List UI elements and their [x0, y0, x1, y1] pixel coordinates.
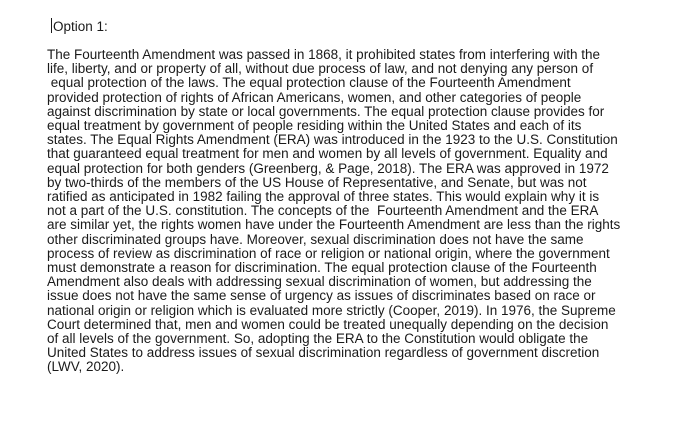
paragraph-line: ratified as anticipated in 1982 failing the approval of three states. This would explain why it is: [47, 189, 600, 205]
paragraph-line: Court determined that, men and women could be treated unequally depending on the decision: [47, 316, 609, 332]
paragraph-line: equal protection for both genders (Greenberg, & Page, 2018). The ERA was approved in 1972: [47, 160, 609, 176]
paragraph-line: life, liberty, and or property of all, without due process of law, and not denying any person of: [47, 61, 594, 77]
paragraph-line: process of review as discrimination of race or religion or national origin, where the government: [47, 245, 610, 261]
paragraph-line: (LWV, 2020).: [47, 359, 125, 375]
paragraph-line: Amendment also deals with addressing sexual discrimination of women, but addressing the: [47, 274, 592, 290]
paragraph-line: that guaranteed equal treatment for men and women by all levels of government. Equality and: [47, 146, 608, 162]
paragraph-line: national origin or religion which is evaluated more strictly (Cooper, 2019). In 1976, the Supreme: [47, 302, 616, 318]
paragraph-line: issue does not have the same sense of urgency as issues of discriminates based on race or: [47, 288, 596, 304]
text-cursor: [51, 18, 52, 33]
paragraph-line: are similar yet, the rights women have under the Fourteenth Amendment are less than the rights: [47, 217, 621, 233]
paragraph-line: The Fourteenth Amendment was passed in 1868, it prohibited states from interfering with the: [47, 47, 601, 62]
body-paragraph[interactable]: [47, 48, 672, 375]
paragraph-line: against discrimination by state or local governments. The equal protection clause provides for: [47, 103, 605, 119]
paragraph-line: states. The Equal Rights Amendment (ERA) was introduced in the 1923 to the U.S. Constitution: [47, 132, 618, 148]
paragraph-line: provided protection of rights of African Americans, women, and other categories of people: [47, 89, 582, 105]
paragraph-line: United States to address issues of sexual discrimination regardless of government discretion: [47, 345, 600, 361]
paragraph-line: of all levels of the government. So, adopting the ERA to the Constitution would obligate the: [47, 331, 589, 347]
paragraph-line: equal treatment by government of people residing within the United States and each of its: [47, 118, 582, 134]
paragraph-line: other discriminated groups have. Moreover, sexual discrimination does not have the same: [47, 231, 584, 247]
paragraph-line: not a part of the U.S. constitution. The concepts of the Fourteenth Amendment and the ERA: [47, 203, 599, 219]
paragraph-line: by two-thirds of the members of the US House of Representative, and Senate, but was not: [47, 174, 587, 190]
option-heading-label: Option 1:: [53, 19, 108, 34]
paragraph-line: equal protection of the laws. The equal protection clause of the Fourteenth Amendment: [47, 75, 571, 91]
option-heading: [51, 18, 108, 36]
paragraph-line: must demonstrate a reason for discrimination. The equal protection clause of the Fourteenth: [47, 260, 597, 276]
